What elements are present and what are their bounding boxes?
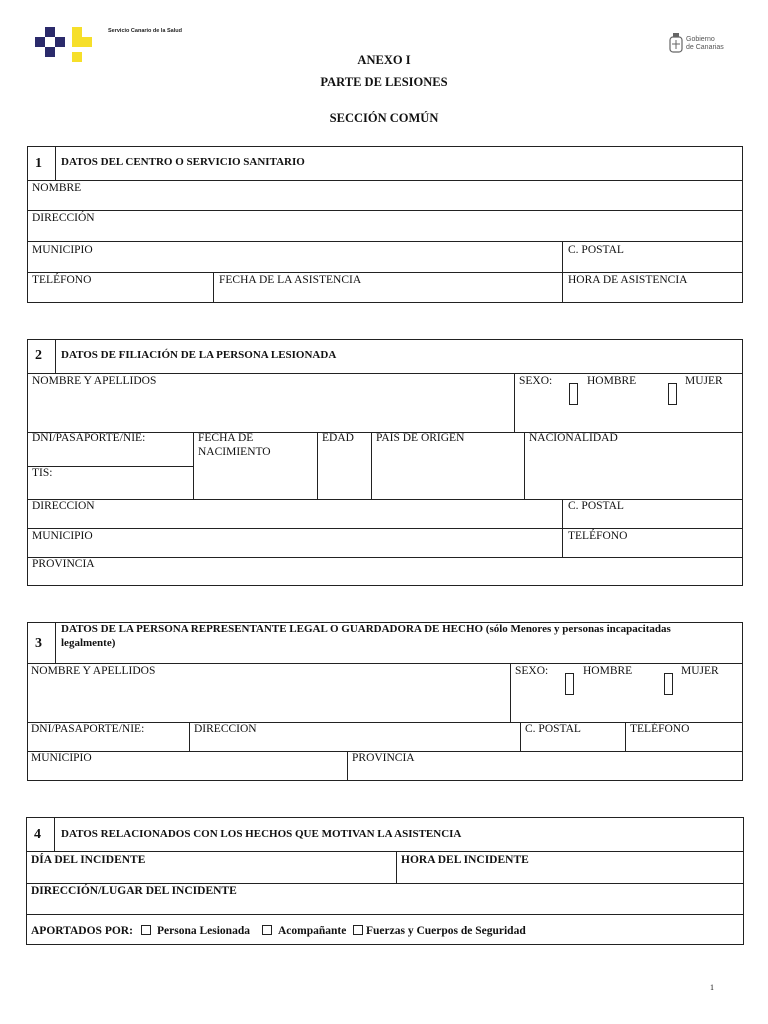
s3-telefono-label: TELÉFONO [630, 723, 690, 735]
brand-text: Servicio Canario de la Salud [108, 28, 182, 34]
s2-nacionalidad-label: NACIONALIDAD [529, 432, 618, 444]
s3-municipio-label: MUNICIPIO [31, 752, 92, 764]
s1-hora-label: HORA DE ASISTENCIA [568, 274, 688, 286]
s2-pais-label: PAIS DE ORIGEN [376, 432, 465, 444]
s2-fecha-label-2: NACIMIENTO [198, 446, 271, 458]
s1-municipio-label: MUNICIPIO [32, 244, 93, 256]
s2-tis-label: TIS: [32, 467, 53, 479]
s4-aportados-label: APORTADOS POR: [31, 925, 133, 937]
s3-nombre-label: NOMBRE Y APELLIDOS [31, 665, 156, 677]
s4-fuerzas-checkbox[interactable] [353, 925, 363, 935]
s3-mujer-label: MUJER [681, 665, 719, 677]
section-1-title: DATOS DEL CENTRO O SERVICIO SANITARIO [61, 156, 305, 168]
section-4-title: DATOS RELACIONADOS CON LOS HECHOS QUE MOTIVAN LA ASISTENCIA [61, 828, 462, 840]
s3-hombre-checkbox[interactable] [565, 673, 574, 695]
s3-direccion-label: DIRECCION [194, 723, 257, 735]
section-2-number: 2 [35, 348, 42, 363]
s2-hombre-label: HOMBRE [587, 375, 637, 387]
s2-fecha-label-1: FECHA DE [198, 432, 254, 444]
s2-telefono-label: TELÉFONO [568, 530, 628, 542]
annex-title: ANEXO I [357, 53, 411, 67]
section-4-number: 4 [34, 827, 41, 842]
s2-edad-label: EDAD [322, 432, 354, 444]
s4-acompanante-label: Acompañante [278, 925, 347, 937]
section-3-number: 3 [35, 636, 42, 651]
section-1-number: 1 [35, 156, 42, 171]
s1-telefono-label: TELÉFONO [32, 274, 92, 286]
section-3-title-line2: legalmente) [61, 637, 116, 649]
s2-municipio-label: MUNICIPIO [32, 530, 93, 542]
section-title: SECCIÓN COMÚN [329, 111, 439, 125]
s4-persona-label: Persona Lesionada [157, 925, 250, 937]
s4-dia-label: DÍA DEL INCIDENTE [31, 854, 146, 866]
section-2-title: DATOS DE FILIACIÓN DE LA PERSONA LESIONADA [61, 349, 337, 361]
section-3-title-line1: DATOS DE LA PERSONA REPRESENTANTE LEGAL O GUARDADORA DE HECHO (sólo Menores y personas incapacitadas [61, 623, 671, 635]
s4-hora-label: HORA DEL INCIDENTE [401, 854, 529, 866]
s1-nombre-label: NOMBRE [32, 182, 82, 194]
s2-dni-label: DNI/PASAPORTE/NIE: [32, 432, 146, 444]
page-number: 1 [710, 983, 714, 992]
s3-mujer-checkbox[interactable] [664, 673, 673, 695]
document-title: PARTE DE LESIONES [320, 75, 448, 89]
s1-direccion-label: DIRECCIÓN [32, 212, 95, 224]
s2-direccion-label: DIRECCION [32, 500, 95, 512]
s4-lugar-label: DIRECCIÓN/LUGAR DEL INCIDENTE [31, 885, 237, 897]
s3-sexo-label: SEXO: [515, 665, 549, 677]
s3-hombre-label: HOMBRE [583, 665, 633, 677]
s2-sexo-label: SEXO: [519, 375, 553, 387]
s4-acompanante-checkbox[interactable] [262, 925, 272, 935]
s4-persona-checkbox[interactable] [141, 925, 151, 935]
s2-mujer-label: MUJER [685, 375, 723, 387]
gov-line2: de Canarias [686, 43, 724, 51]
s2-provincia-label: PROVINCIA [32, 558, 95, 570]
gov-line1: Gobierno [686, 36, 715, 43]
s4-fuerzas-label: Fuerzas y Cuerpos de Seguridad [366, 925, 526, 937]
s3-provincia-label: PROVINCIA [352, 752, 415, 764]
s3-cpostal-label: C. POSTAL [525, 723, 581, 735]
s2-mujer-checkbox[interactable] [668, 383, 677, 405]
s1-cpostal-label: C. POSTAL [568, 244, 624, 256]
s1-fecha-label: FECHA DE LA ASISTENCIA [219, 274, 362, 286]
s2-cpostal-label: C. POSTAL [568, 500, 624, 512]
s3-dni-label: DNI/PASAPORTE/NIE: [31, 723, 145, 735]
s2-hombre-checkbox[interactable] [569, 383, 578, 405]
s2-nombre-label: NOMBRE Y APELLIDOS [32, 375, 157, 387]
